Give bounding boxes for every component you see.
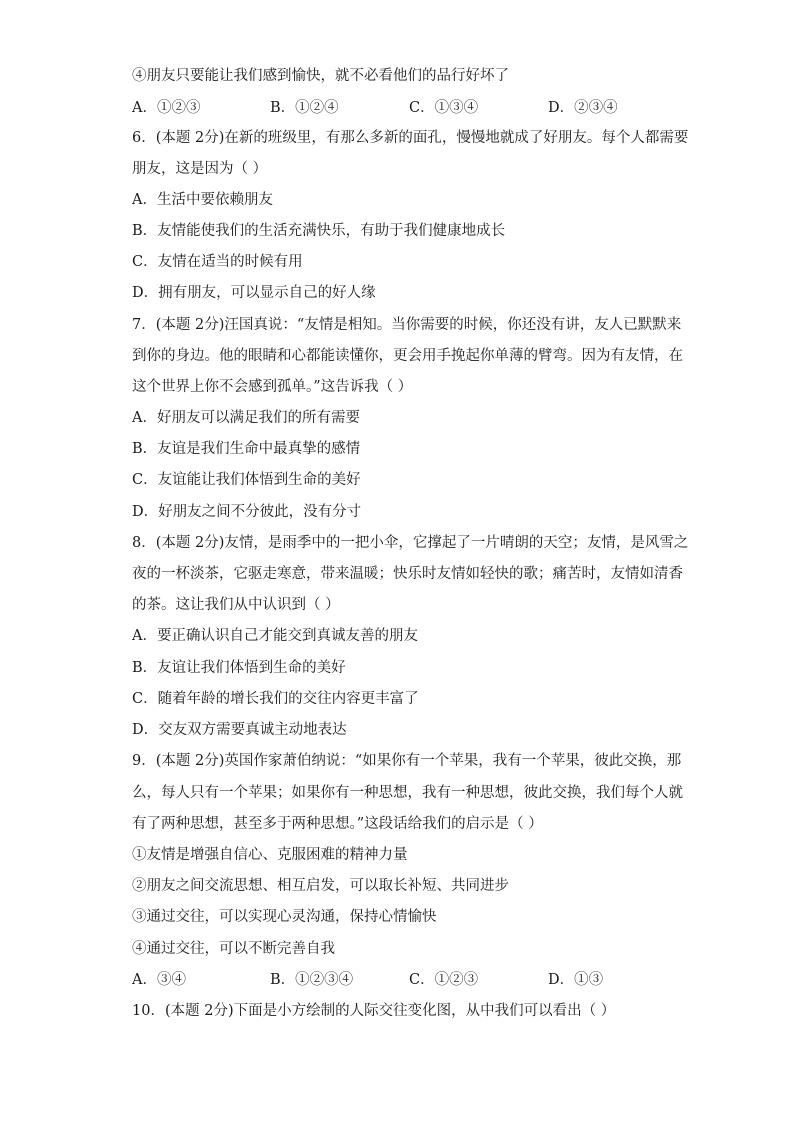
q5-option-b[interactable]: B．①②④ (270, 100, 339, 116)
q9-option-c[interactable]: C．①②③ (409, 972, 479, 988)
q9-statement-2: ②朋友之间交流思想、相互启发，可以取长补短、共同进步 (132, 878, 509, 894)
q7-option-c[interactable]: C．友谊能让我们体悟到生命的美好 (132, 472, 361, 488)
q7-stem-line-3: 这个世界上你不会感到孤单。”这告诉我（ ） (132, 379, 413, 395)
q9-stem-line-2: 么，每人只有一个苹果；如果你有一种思想，我有一种思想，彼此交换，我们每个人就 (132, 785, 683, 801)
q6-option-c[interactable]: C．友情在适当的时候有用 (132, 254, 303, 270)
q6-option-d[interactable]: D．拥有朋友，可以显示自己的好人缘 (132, 285, 376, 301)
q9-option-b[interactable]: B．①②③④ (270, 972, 354, 988)
q5-option-c[interactable]: C．①③④ (409, 100, 479, 116)
q8-option-c[interactable]: C．随着年龄的增长我们的交往内容更丰富了 (132, 691, 419, 707)
q9-option-a[interactable]: A．③④ (132, 972, 186, 988)
q9-statement-1: ①友情是增强自信心、克服困难的精神力量 (132, 847, 408, 863)
q7-option-b[interactable]: B．友谊是我们生命中最真挚的感情 (132, 441, 361, 457)
q9-statement-3: ③通过交往，可以实现心灵沟通，保持心情愉快 (132, 909, 437, 925)
q5-option-a[interactable]: A．①②③ (132, 100, 201, 116)
q7-option-a[interactable]: A．好朋友可以满足我们的所有需要 (132, 410, 360, 426)
q8-option-a[interactable]: A．要正确认识自己才能交到真诚友善的朋友 (132, 628, 418, 644)
q9-stem-line-1: 9．(本题 2分)英国作家萧伯纳说：“如果你有一个苹果，我有一个苹果，彼此交换，那 (132, 753, 682, 769)
q6-option-a[interactable]: A．生活中要依赖朋友 (132, 192, 273, 208)
q7-stem-line-2: 到你的身边。他的眼睛和心都能读懂你，更会用手挽起你单薄的臂弯。因为有友情，在 (132, 348, 683, 364)
q8-option-d[interactable]: D．交友双方需要真诚主动地表达 (132, 722, 347, 738)
q5-statement-4: ④朋友只要能让我们感到愉快，就不必看他们的品行好坏了 (132, 68, 509, 84)
q7-option-d[interactable]: D．好朋友之间不分彼此，没有分寸 (132, 504, 362, 520)
q9-statement-4: ④通过交往，可以不断完善自我 (132, 941, 335, 957)
q5-option-d[interactable]: D．②③④ (548, 100, 618, 116)
q6-stem-line-1: 6．(本题 2分)在新的班级里，有那么多新的面孔，慢慢地就成了好朋友。每个人都需要 (132, 130, 689, 146)
q6-option-b[interactable]: B．友情能使我们的生活充满快乐，有助于我们健康地成长 (132, 223, 506, 239)
q8-stem-line-3: 的茶。这让我们从中认识到（ ） (132, 597, 340, 613)
q9-stem-line-3: 有了两种思想，甚至多于两种思想。”这段话给我们的启示是（ ） (132, 816, 543, 832)
q8-option-b[interactable]: B．友谊让我们体悟到生命的美好 (132, 660, 346, 676)
q6-stem-line-2: 朋友，这是因为（ ） (132, 161, 268, 177)
q8-stem-line-1: 8．(本题 2分)友情，是雨季中的一把小伞，它撑起了一片晴朗的天空；友情，是风雪之 (132, 535, 689, 551)
q8-stem-line-2: 夜的一杯淡茶，它驱走寒意，带来温暖；快乐时友情如轻快的歌；痛苦时，友情如清香 (132, 566, 683, 582)
q7-stem-line-1: 7．(本题 2分)汪国真说：“友情是相知。当你需要的时候，你还没有讲，友人已默默来 (132, 317, 682, 333)
q10-stem-line-1: 10．(本题 2分)下面是小方绘制的人际交往变化图，从中我们可以看出（ ） (132, 1003, 616, 1019)
q9-option-d[interactable]: D．①③ (548, 972, 604, 988)
